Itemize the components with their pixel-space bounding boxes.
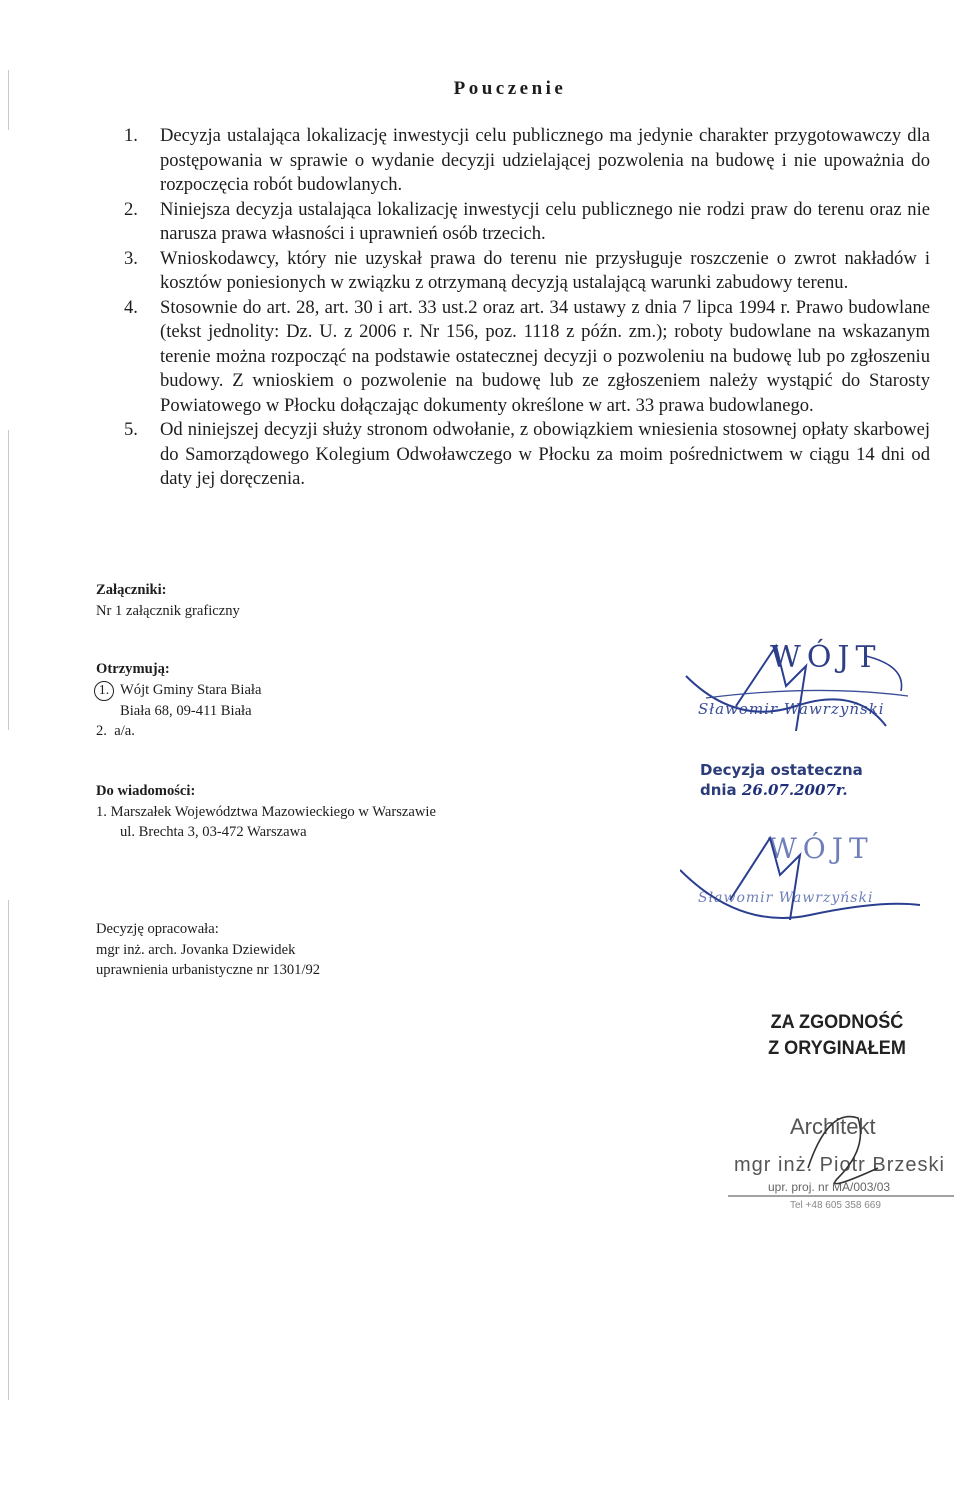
prepared-by-section bbox=[96, 919, 320, 981]
info-line-1: 1. Marszałek Województwa Mazowieckiego w Warszawie bbox=[96, 803, 436, 820]
wojt-stamp-title: WÓJT bbox=[770, 640, 882, 675]
recipient-1-number: 1. bbox=[94, 681, 114, 701]
recipient-2-text: a/a. bbox=[114, 723, 135, 739]
recipients-heading: Otrzymują: bbox=[96, 661, 170, 677]
item-number: 2. bbox=[124, 198, 138, 220]
recipient-1-name: Wójt Gminy Stara Biała bbox=[120, 681, 262, 698]
architect-stamp-phone: Tel +48 605 358 669 bbox=[790, 1200, 881, 1211]
wojt-stamp-name: Sławomir Wawrzyński bbox=[698, 890, 874, 906]
architect-stamp bbox=[728, 1108, 954, 1218]
final-decision-stamp bbox=[700, 760, 863, 800]
wojt-stamp-top bbox=[676, 636, 926, 736]
final-stamp-date: 26.07.2007r. bbox=[741, 781, 848, 799]
item-text: Stosownie do art. 28, art. 30 i art. 33 ust.2 oraz art. 34 ustawy z dnia 7 lipca 1994 r. Prawo budowlane (tekst jednolity: Dz. U. z 2006 r. Nr 156, poz. 1118 z późn. zm.); roboty budowlane na wskazanym terenie można rozpocząć na podstawie ostatecznej decyzji o pozwoleniu na budowę lub po zgłoszeniu budowy. Z wnioskiem o pozwolenie na budowę lub ze zgłoszeniem należy wystąpić do Starosty Powiatowego w Płocku dołączając dokumenty określone w art. 33 prawa budowlanego. bbox=[160, 296, 930, 416]
signature-scribble bbox=[676, 636, 926, 736]
attachments-section bbox=[96, 580, 240, 621]
item-text: Od niniejszej decyzji służy stronom odwołanie, z obowiązkiem wniesienia stosownej opłaty skarbowej do Samorządowego Kolegium Odwoławczego w Płocku za moim pośrednictwem w ciągu 14 dni od daty jej doręczenia. bbox=[160, 419, 930, 489]
final-stamp-label: Decyzja ostateczna bbox=[700, 761, 863, 779]
info-section bbox=[96, 781, 436, 843]
architect-signature bbox=[728, 1108, 954, 1218]
scan-edge-mark bbox=[8, 430, 9, 730]
scan-edge-mark bbox=[8, 900, 9, 1400]
wojt-stamp-name: Sławomir Wawrzyński bbox=[698, 700, 885, 718]
item-number: 1. bbox=[124, 125, 138, 146]
architect-stamp-name: mgr inż. Piotr Brzeski bbox=[734, 1154, 945, 1176]
architect-stamp-title: Architekt bbox=[790, 1114, 876, 1139]
cert-stamp-line-1: ZA ZGODNOŚĆ bbox=[770, 1012, 904, 1033]
item-text: Niniejsza decyzja ustalająca lokalizację inwestycji celu publicznego nie rodzi praw do terenu oraz nie narusza prawa własności i uprawnień osób trzecich. bbox=[160, 198, 930, 244]
list-item bbox=[124, 247, 930, 296]
list-item bbox=[124, 198, 930, 247]
prepared-line-2: mgr inż. arch. Jovanka Dziewidek bbox=[96, 941, 296, 958]
instruction-list bbox=[124, 124, 930, 492]
item-number: 3. bbox=[124, 247, 138, 269]
item-number: 4. bbox=[124, 296, 138, 318]
cert-stamp-line-2: Z ORYGINAŁEM bbox=[768, 1038, 906, 1059]
signature-scribble bbox=[680, 830, 930, 930]
list-item bbox=[124, 124, 930, 198]
prepared-line-3: uprawnienia urbanistyczne nr 1301/92 bbox=[96, 962, 321, 978]
document-title: Pouczenie bbox=[453, 78, 567, 99]
info-heading: Do wiadomości: bbox=[96, 783, 196, 799]
info-line-2: ul. Brechta 3, 03-472 Warszawa bbox=[120, 824, 307, 840]
recipient-1 bbox=[96, 680, 261, 701]
prepared-line-1: Decyzję opracowała: bbox=[96, 921, 219, 937]
recipient-2 bbox=[96, 721, 261, 742]
architect-stamp-license: upr. proj. nr MA/003/03 bbox=[768, 1180, 891, 1194]
item-number: 5. bbox=[124, 419, 138, 440]
recipient-2-number: 2. bbox=[96, 723, 107, 739]
recipients-section bbox=[96, 659, 261, 742]
list-item bbox=[124, 418, 930, 492]
final-stamp-date-label: dnia bbox=[700, 781, 737, 799]
item-text: Decyzja ustalająca lokalizację inwestycji celu publicznego ma jedynie charakter przygotowawczy dla postępowania w sprawie o wydanie decyzji udzielającej pozwolenia na budowę i nie upoważnia do rozpoczęcia robót budowlanych. bbox=[160, 125, 930, 195]
attachments-heading: Załączniki: bbox=[96, 582, 167, 598]
wojt-stamp-title: WÓJT bbox=[768, 832, 874, 865]
attachments-line: Nr 1 załącznik graficzny bbox=[96, 602, 240, 619]
item-text: Wnioskodawcy, który nie uzyskał prawa do terenu nie przysługuje roszczenie o zwrot nakładów i kosztów poniesionych w związku z otrzymaną decyzją ustalającą warunki zabudowy terenu. bbox=[160, 247, 930, 293]
recipient-1-address: Biała 68, 09-411 Biała bbox=[120, 702, 252, 719]
list-item bbox=[124, 296, 930, 419]
final-stamp-date-row bbox=[700, 780, 863, 800]
wojt-stamp-bottom bbox=[680, 830, 930, 930]
certified-copy-stamp bbox=[747, 1010, 928, 1062]
